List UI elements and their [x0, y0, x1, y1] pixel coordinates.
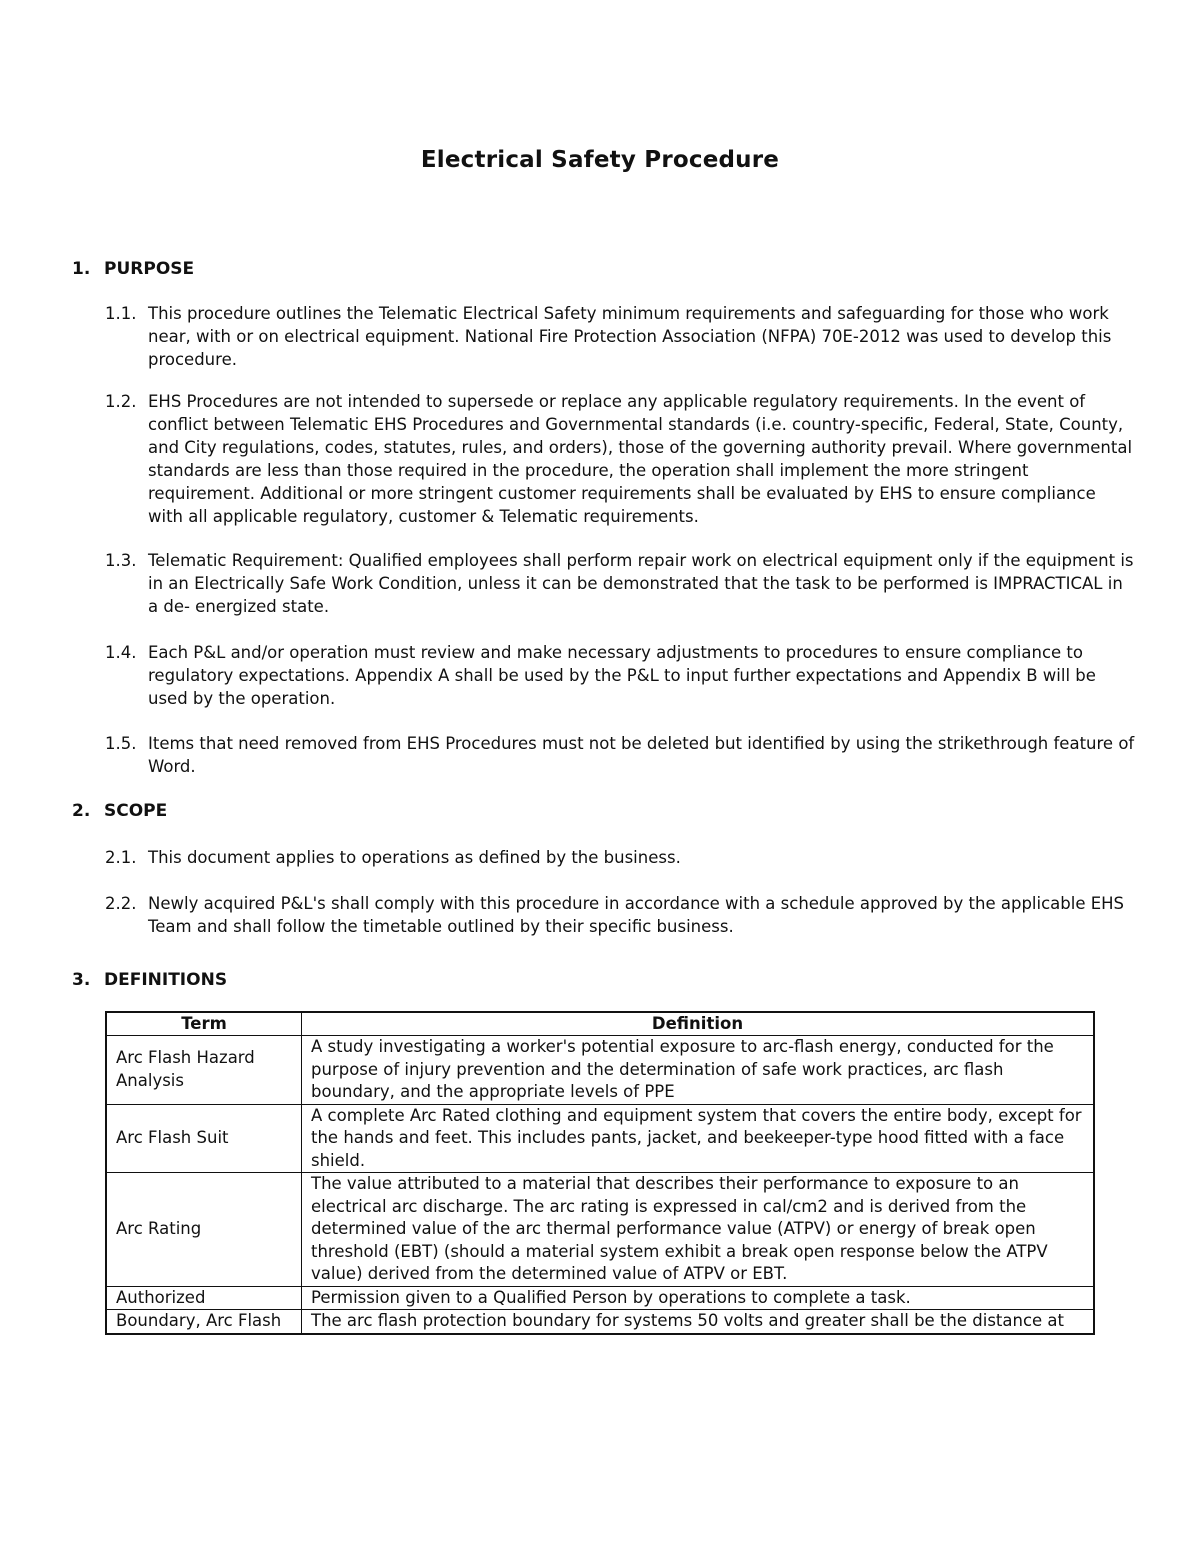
- term-cell: Boundary, Arc Flash: [106, 1310, 302, 1334]
- table-row: [106, 1104, 1094, 1173]
- table-row: [106, 1286, 1094, 1310]
- section-title: SCOPE: [104, 801, 168, 821]
- item-number: 1.2.: [105, 392, 137, 411]
- list-item: [105, 641, 1135, 710]
- item-text: Each P&L and/or operation must review and make necessary adjustments to procedures to ensure compliance to regulatory expectations. Appendix A shall be used by the P&L to input further expectations and Appendix B will be used by the operation.: [148, 643, 1096, 708]
- definitions-table: [105, 1011, 1095, 1335]
- list-item: [105, 732, 1135, 778]
- document-title: Electrical Safety Procedure: [420, 147, 780, 173]
- section-title: PURPOSE: [104, 259, 195, 279]
- definition-cell: Permission given to a Qualified Person by operations to complete a task.: [302, 1286, 1095, 1310]
- term-cell: Arc Flash Suit: [106, 1104, 302, 1173]
- item-text: EHS Procedures are not intended to supersede or replace any applicable regulatory requirements. In the event of conflict between Telematic EHS Procedures and Governmental standards (i.e. country-specific, Federal, State, County, and City regulations, codes, statutes, rules, and orders), those of the governing authority prevail. Where governmental standards are less than those required in the procedure, the operation shall implement the more stringent requirement. Additional or more stringent customer requirements shall be evaluated by EHS to ensure compliance with all applicable regulatory, customer & Telematic requirements.: [148, 392, 1133, 526]
- definition-cell: The arc flash protection boundary for systems 50 volts and greater shall be the distance at: [302, 1310, 1095, 1334]
- item-number: 1.1.: [105, 304, 137, 323]
- section-number: 3.: [72, 970, 91, 990]
- table-row: [106, 1173, 1094, 1287]
- column-header-definition: Definition: [302, 1012, 1095, 1036]
- definition-cell: The value attributed to a material that describes their performance to exposure to an electrical arc discharge. The arc rating is expressed in cal/cm2 and is derived from the determined value of the arc thermal performance value (ATPV) or energy of break open threshold (EBT) (should a material system exhibit a break open response below the ATPV value) derived from the determined value of ATPV or EBT.: [302, 1173, 1095, 1287]
- column-header-term: Term: [106, 1012, 302, 1036]
- section-number: 1.: [72, 259, 91, 279]
- item-text: This document applies to operations as defined by the business.: [148, 848, 681, 867]
- term-cell: Arc Rating: [106, 1173, 302, 1287]
- list-item: [105, 549, 1135, 618]
- item-text: Telematic Requirement: Qualified employees shall perform repair work on electrical equipment only if the equipment is in an Electrically Safe Work Condition, unless it can be demonstrated that the task to be performed is IMPRACTICAL in a de- energized state.: [148, 551, 1134, 616]
- item-number: 1.4.: [105, 643, 137, 662]
- table-row: [106, 1310, 1094, 1334]
- section-heading-definitions: [72, 970, 227, 990]
- table-header-row: [106, 1012, 1094, 1036]
- item-number: 1.3.: [105, 551, 137, 570]
- item-text: Items that need removed from EHS Procedures must not be deleted but identified by using the strikethrough feature of Word.: [148, 734, 1135, 776]
- term-cell: Authorized: [106, 1286, 302, 1310]
- list-item: [105, 302, 1135, 371]
- definition-cell: A study investigating a worker's potential exposure to arc-flash energy, conducted for the purpose of injury prevention and the determination of safe work practices, arc flash boundary, and the appropriate levels of PPE: [302, 1036, 1095, 1105]
- item-text: This procedure outlines the Telematic Electrical Safety minimum requirements and safeguarding for those who work near, with or on electrical equipment. National Fire Protection Association (NFPA) 70E-2012 was used to develop this procedure.: [148, 304, 1112, 369]
- list-item: [105, 390, 1135, 528]
- definition-cell: A complete Arc Rated clothing and equipment system that covers the entire body, except for the hands and feet. This includes pants, jacket, and beekeeper-type hood fitted with a face shield.: [302, 1104, 1095, 1173]
- table-row: [106, 1036, 1094, 1105]
- section-heading-scope: [72, 801, 167, 821]
- list-item: [105, 846, 1135, 869]
- item-number: 2.2.: [105, 894, 137, 913]
- term-cell: Arc Flash Hazard Analysis: [106, 1036, 302, 1105]
- item-number: 1.5.: [105, 734, 137, 753]
- section-heading-purpose: [72, 259, 194, 279]
- section-title: DEFINITIONS: [104, 970, 228, 990]
- section-number: 2.: [72, 801, 91, 821]
- item-number: 2.1.: [105, 848, 137, 867]
- item-text: Newly acquired P&L's shall comply with this procedure in accordance with a schedule approved by the applicable EHS Team and shall follow the timetable outlined by their specific business.: [148, 894, 1125, 936]
- list-item: [105, 892, 1135, 938]
